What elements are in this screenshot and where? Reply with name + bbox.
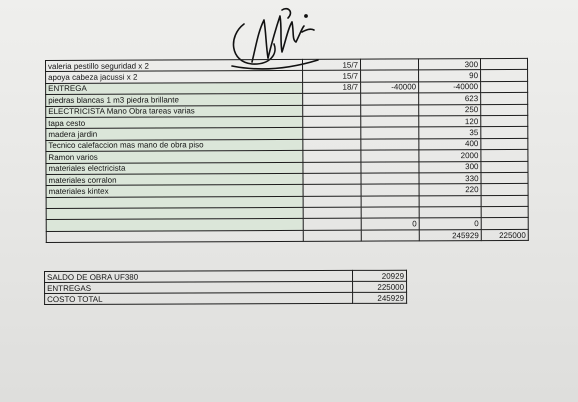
row-date [303,116,361,128]
row-extra [481,206,528,218]
row-extra [481,161,528,173]
row-extra [481,70,528,82]
summary-label: SALDO DE OBRA UF380 [45,270,353,282]
row-description: materiales corralon [46,173,303,186]
row-description: valeria pestillo seguridad x 2 [46,59,303,72]
row-description: tapa cesto [46,116,303,129]
summary-label: ENTREGAS [45,281,353,293]
row-total: 0 [419,218,481,230]
row-date: 15/7 [303,71,361,83]
row-description: materiales electricista [46,162,303,175]
ledger-total-row [46,229,528,242]
row-amount [361,184,419,196]
row-description: materiales kintex [46,185,303,198]
row-total: 400 [419,138,481,150]
row-extra [481,218,528,230]
row-date [303,219,361,231]
row-description: ENTREGA [46,82,303,95]
row-extra: 225000 [481,229,528,241]
row-extra [481,184,528,196]
row-date [303,105,361,117]
row-amount [361,230,419,242]
row-total: 90 [419,70,481,82]
row-extra [481,138,528,150]
summary-row [45,292,407,304]
row-total: 35 [419,127,481,139]
row-total: 220 [419,184,481,196]
summary-label: COSTO TOTAL [45,292,353,304]
row-total: 245929 [419,229,481,241]
row-description: ELECTRICISTA Mano Obra tareas varias [46,105,303,118]
row-amount [361,70,419,82]
row-extra [481,150,528,162]
row-amount [361,139,419,151]
row-date: 15/7 [302,59,360,71]
row-description: apoya cabeza jacussi x 2 [46,71,303,84]
summary-table [44,270,407,305]
row-total: 250 [419,104,481,116]
row-date [303,207,361,219]
row-extra [481,195,528,207]
row-total: 330 [419,173,481,185]
row-extra [480,58,527,70]
row-extra [481,81,528,93]
summary-value: 20929 [352,270,406,281]
row-date [303,150,361,162]
row-extra [481,172,528,184]
row-total: 300 [418,59,480,71]
row-amount [360,59,418,71]
row-extra [481,127,528,139]
row-amount [361,150,419,162]
row-total: 2000 [419,150,481,162]
row-extra [481,115,528,127]
row-date: 18/7 [303,82,361,94]
row-description [46,230,303,243]
row-date [303,127,361,139]
row-description: madera jardin [46,128,303,141]
row-amount: -40000 [361,82,419,94]
row-description: Ramon varios [46,151,303,164]
row-date [303,173,361,185]
row-total [419,207,481,219]
row-amount: 0 [361,218,419,230]
row-amount [361,104,419,116]
row-amount [361,196,419,208]
row-date [303,162,361,174]
row-amount [361,127,419,139]
row-description: piedras blancas 1 m3 piedra brillante [46,94,303,107]
row-date [303,230,361,242]
row-total: -40000 [419,81,481,93]
row-date [303,139,361,151]
row-description: Tecnico calefaccion mas mano de obra piso [46,139,303,152]
row-extra [481,104,528,116]
row-date [303,196,361,208]
row-date [303,184,361,196]
row-amount [361,116,419,128]
row-total [419,195,481,207]
row-extra [481,93,528,105]
row-date [303,93,361,105]
row-amount [361,173,419,185]
expense-ledger-table [45,58,529,243]
summary-value: 245929 [353,292,407,303]
summary-value: 225000 [353,281,407,292]
row-total: 300 [419,161,481,173]
row-amount [361,207,419,219]
row-total: 623 [419,93,481,105]
row-amount [361,161,419,173]
row-amount [361,93,419,105]
row-total: 120 [419,116,481,128]
